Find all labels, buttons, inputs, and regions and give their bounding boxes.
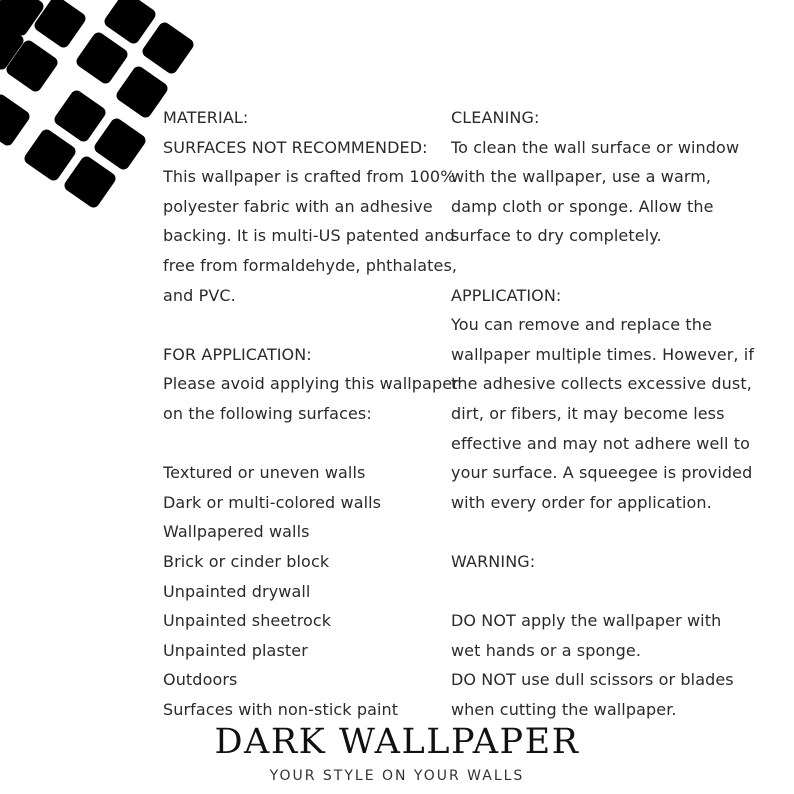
material-text-line: backing. It is multi-US patented and <box>163 226 455 246</box>
cleaning-heading: CLEANING: <box>451 108 540 127</box>
surface-list-item: Textured or uneven walls <box>163 463 366 483</box>
tile <box>52 88 108 144</box>
brand-tagline: YOUR STYLE ON YOUR WALLS <box>269 768 525 784</box>
warning-text-line: when cutting the wallpaper. <box>451 699 677 719</box>
cleaning-text-line: surface to dry completely. <box>451 226 662 246</box>
surface-list-item: Unpainted plaster <box>163 640 308 660</box>
warning-text-line: DO NOT use dull scissors or blades <box>451 670 734 690</box>
application-text-line: the adhesive collects excessive dust, <box>451 374 752 394</box>
material-text-line: and PVC. <box>163 285 236 305</box>
tile <box>74 30 130 86</box>
surface-list-item: Outdoors <box>163 670 238 690</box>
tile <box>62 154 118 210</box>
cleaning-text-line: damp cloth or sponge. Allow the <box>451 196 714 216</box>
surface-list-item: Surfaces with non-stick paint <box>163 699 399 719</box>
tile <box>114 64 170 120</box>
tile <box>0 92 32 148</box>
application-heading: APPLICATION: <box>451 285 562 305</box>
tile <box>102 0 158 46</box>
left-column <box>163 103 459 724</box>
right-column <box>451 103 755 724</box>
avoid-text-line: Please avoid applying this wallpaper <box>163 374 459 394</box>
application-text-line: effective and may not adhere well to <box>451 433 750 453</box>
application-text-line: You can remove and replace the <box>451 315 712 335</box>
application-text-line: dirt, or fibers, it may become less <box>451 403 725 423</box>
tile <box>22 127 78 183</box>
material-text-line: This wallpaper is crafted from 100% <box>163 167 456 187</box>
warning-text-line: wet hands or a sponge. <box>451 640 642 660</box>
surface-list-item: Unpainted drywall <box>163 581 311 601</box>
for-application-heading: FOR APPLICATION: <box>163 344 312 364</box>
material-heading: MATERIAL: <box>163 108 249 127</box>
application-text-line: wallpaper multiple times. However, if <box>451 344 755 364</box>
application-text-line: with every order for application. <box>451 492 712 512</box>
material-text-line: polyester fabric with an adhesive <box>163 196 433 216</box>
avoid-text-line: on the following surfaces: <box>163 403 372 423</box>
surface-list-item: Unpainted sheetrock <box>163 611 332 631</box>
cleaning-text-line: with the wallpaper, use a warm, <box>451 167 712 187</box>
warning-heading: WARNING: <box>451 551 536 571</box>
warning-text-line: DO NOT apply the wallpaper with <box>451 611 722 631</box>
tile <box>92 116 148 172</box>
surface-list-item: Dark or multi-colored walls <box>163 492 382 512</box>
brand-name: DARK WALLPAPER <box>214 722 580 762</box>
application-text-line: your surface. A squeegee is provided <box>451 463 753 483</box>
cleaning-text-line: To clean the wall surface or window <box>451 137 740 157</box>
surface-list-item: Wallpapered walls <box>163 522 310 542</box>
surfaces-heading: SURFACES NOT RECOMMENDED: <box>163 137 428 157</box>
tile <box>140 20 196 76</box>
material-text-line: free from formaldehyde, phthalates, <box>163 255 458 275</box>
surface-list-item: Brick or cinder block <box>163 551 330 571</box>
